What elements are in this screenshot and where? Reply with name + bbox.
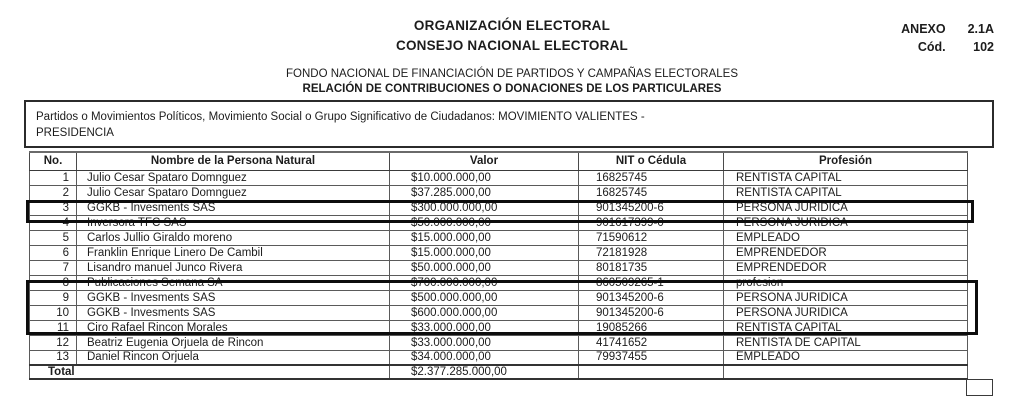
subtitle-line2: RELACIÓN DE CONTRIBUCIONES O DONACIONES DE LOS PARTICULARES xyxy=(302,82,722,95)
cell-no: 6 xyxy=(30,245,77,260)
cell-nit: 71590612 xyxy=(579,230,724,245)
cell-name: GGKB - Invesments SAS xyxy=(77,200,390,215)
cell-value: $50.000.000,00 xyxy=(390,260,579,275)
cell-nit: 19085266 xyxy=(579,320,724,335)
col-header-name: Nombre de la Persona Natural xyxy=(77,152,390,170)
contributions-table xyxy=(29,151,968,380)
cod-value: 102 xyxy=(973,40,994,54)
cell-value: $15.000.000,00 xyxy=(390,230,579,245)
cell-no: 1 xyxy=(30,170,77,185)
org-title-line1: ORGANIZACIÓN ELECTORAL xyxy=(413,18,611,33)
cell-value: $15.000.000,00 xyxy=(390,245,579,260)
cell-name: Julio Cesar Spataro Domnguez xyxy=(77,185,390,200)
cell-nit: 901617399-0 xyxy=(579,215,724,230)
party-box xyxy=(24,100,994,148)
anexo-value: 2.1A xyxy=(967,22,994,36)
cell-nit: 901345200-6 xyxy=(579,305,724,320)
table-row xyxy=(30,305,968,320)
cell-profession: PERSONA JURIDICA xyxy=(724,290,968,305)
cell-value: $600.000.000,00 xyxy=(390,305,579,320)
cell-profession: EMPRENDEDOR xyxy=(724,260,968,275)
cell-profession: RENTISTA CAPITAL xyxy=(724,185,968,200)
total-row xyxy=(30,365,968,379)
cell-value: $34.000.000,00 xyxy=(390,350,579,365)
cell-value: $50.000.000,00 xyxy=(390,215,579,230)
cell-no: 13 xyxy=(30,350,77,365)
table-row xyxy=(30,275,968,290)
cell-profession: RENTISTA DE CAPITAL xyxy=(724,335,968,350)
table-row xyxy=(30,170,968,185)
table-row xyxy=(30,260,968,275)
cod-label: Cód. xyxy=(917,40,946,54)
cell-no: 10 xyxy=(30,305,77,320)
cell-name: Ciro Rafael Rincon Morales xyxy=(77,320,390,335)
col-header-value: Valor xyxy=(390,152,579,170)
table-row xyxy=(30,320,968,335)
table-row xyxy=(30,245,968,260)
cell-profession: EMPLEADO xyxy=(724,230,968,245)
cell-name: Julio Cesar Spataro Domnguez xyxy=(77,170,390,185)
table-row xyxy=(30,230,968,245)
col-header-profession: Profesión xyxy=(724,152,968,170)
cell-name: Daniel Rincon Orjuela xyxy=(77,350,390,365)
cell-value: $10.000.000,00 xyxy=(390,170,579,185)
col-header-nit: NIT o Cédula xyxy=(579,152,724,170)
cell-profession: RENTISTA CAPITAL xyxy=(724,170,968,185)
cell-name: GGKB - Invesments SAS xyxy=(77,305,390,320)
cell-profession: PERSONA JURIDICA xyxy=(724,200,968,215)
cell-nit: 16825745 xyxy=(579,170,724,185)
cell-name: GGKB - Invesments SAS xyxy=(77,290,390,305)
col-header-no: No. xyxy=(30,152,77,170)
cell-name: Carlos Jullio Giraldo moreno xyxy=(77,230,390,245)
cell-value: $300.000.000,00 xyxy=(390,200,579,215)
cell-profession: PERSONA JURIDICA xyxy=(724,305,968,320)
total-extra-cell xyxy=(966,379,993,396)
party-box-line2: PRESIDENCIA xyxy=(36,127,114,139)
party-box-line1: Partidos o Movimientos Políticos, Movimiento Social o Grupo Significativo de Ciudadanos: MOVIMIENTO VALIENTES - xyxy=(36,111,645,123)
cell-value: $33.000.000,00 xyxy=(390,320,579,335)
table-row xyxy=(30,215,968,230)
cell-no: 9 xyxy=(30,290,77,305)
org-titles xyxy=(0,16,1024,56)
cell-nit: 41741652 xyxy=(579,335,724,350)
cell-nit: 16825745 xyxy=(579,185,724,200)
cell-nit: 901345200-6 xyxy=(579,290,724,305)
cell-no: 11 xyxy=(30,320,77,335)
org-title-line2: CONSEJO NACIONAL ELECTORAL xyxy=(396,38,628,53)
anexo-block xyxy=(901,22,994,55)
form-subtitle xyxy=(0,67,1024,96)
cell-name: Beatriz Eugenia Orjuela de Rincon xyxy=(77,335,390,350)
total-nit-empty xyxy=(579,365,724,379)
subtitle-line1: FONDO NACIONAL DE FINANCIACIÓN DE PARTIDOS Y CAMPAÑAS ELECTORALES xyxy=(285,68,738,80)
table-row xyxy=(30,335,968,350)
table-header-row xyxy=(30,152,968,170)
cell-nit: 79937455 xyxy=(579,350,724,365)
cell-no: 12 xyxy=(30,335,77,350)
cell-value: $500.000.000,00 xyxy=(390,290,579,305)
cell-nit: 901345200-6 xyxy=(579,200,724,215)
cell-no: 2 xyxy=(30,185,77,200)
cell-profession: PERSONA JURIDICA xyxy=(724,215,968,230)
total-value: $2.377.285.000,00 xyxy=(390,365,579,379)
cell-value: $37.285.000,00 xyxy=(390,185,579,200)
cell-value: $33.000.000,00 xyxy=(390,335,579,350)
table-row xyxy=(30,290,968,305)
cell-name: Lisandro manuel Junco Rivera xyxy=(77,260,390,275)
cell-profession: EMPLEADO xyxy=(724,350,968,365)
cell-nit: 72181928 xyxy=(579,245,724,260)
cell-name: Publicaciones Semana SA xyxy=(77,275,390,290)
cell-no: 3 xyxy=(30,200,77,215)
cell-no: 7 xyxy=(30,260,77,275)
cell-no: 8 xyxy=(30,275,77,290)
total-label: Total xyxy=(30,365,390,379)
cell-no: 4 xyxy=(30,215,77,230)
anexo-label: ANEXO xyxy=(901,22,946,36)
cell-nit: 860509265-1 xyxy=(579,275,724,290)
cell-name: Franklin Enrique Linero De Cambil xyxy=(77,245,390,260)
cell-value: $700.000.000,00 xyxy=(390,275,579,290)
cell-profession: EMPRENDEDOR xyxy=(724,245,968,260)
table-row xyxy=(30,350,968,365)
table-row xyxy=(30,185,968,200)
cell-name: Inversora TFC SAS xyxy=(77,215,390,230)
total-profession-empty xyxy=(724,365,968,379)
cell-profession: RENTISTA CAPITAL xyxy=(724,320,968,335)
cell-nit: 80181735 xyxy=(579,260,724,275)
table-row xyxy=(30,200,968,215)
cell-profession: profesion xyxy=(724,275,968,290)
cell-no: 5 xyxy=(30,230,77,245)
